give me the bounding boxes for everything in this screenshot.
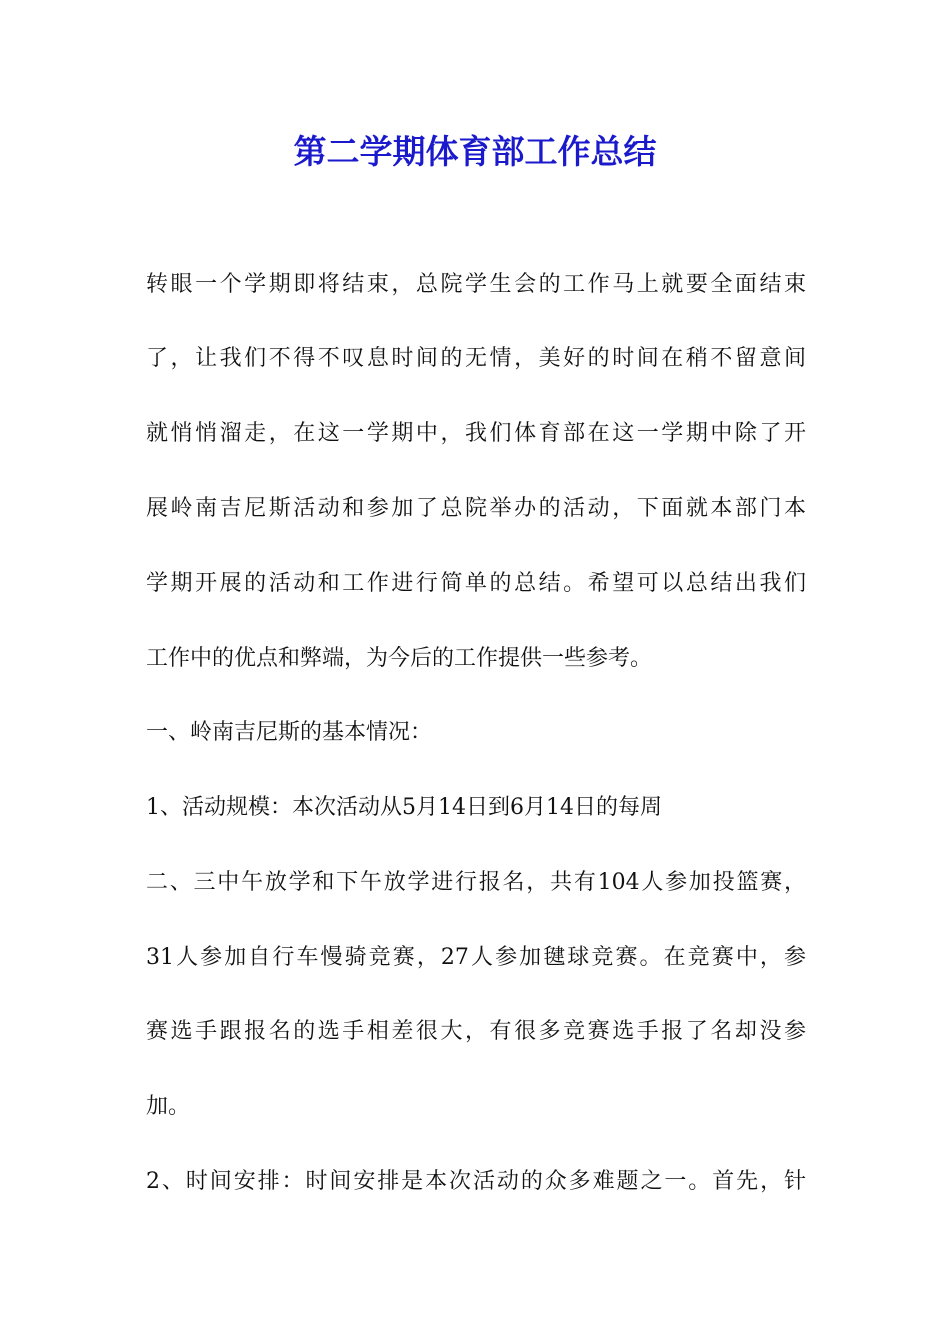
paragraph-line: 工作中的优点和弊端，为今后的工作提供一些参考。 xyxy=(146,646,653,671)
paragraph-line: 二、三中午放学和下午放学进行报名，共有104人参加投篮赛， xyxy=(146,870,806,895)
paragraph-line: 31人参加自行车慢骑竞赛，27人参加毽球竞赛。在竞赛中，参 xyxy=(146,945,806,970)
document-title: 第二学期体育部工作总结 xyxy=(293,132,657,171)
paragraph-line: 转眼一个学期即将结束，总院学生会的工作马上就要全面结束 xyxy=(146,272,806,297)
paragraph-line: 加。 xyxy=(146,1094,191,1119)
paragraph-line: 学期开展的活动和工作进行简单的总结。希望可以总结出我们 xyxy=(146,571,806,596)
paragraph-line: 就悄悄溜走，在这一学期中，我们体育部在这一学期中除了开 xyxy=(146,421,806,446)
paragraph-line: 了，让我们不得不叹息时间的无情，美好的时间在稍不留意间 xyxy=(146,346,806,371)
paragraph-line: 1、活动规模：本次活动从5月14日到6月14日的每周 xyxy=(146,795,662,820)
paragraph-line: 2、时间安排：时间安排是本次活动的众多难题之一。首先，针 xyxy=(146,1169,806,1194)
paragraph-line: 赛选手跟报名的选手相差很大，有很多竞赛选手报了名却没参 xyxy=(146,1019,806,1044)
section-heading: 一、岭南吉尼斯的基本情况： xyxy=(146,720,433,745)
paragraph-line: 展岭南吉尼斯活动和参加了总院举办的活动，下面就本部门本 xyxy=(146,496,806,521)
